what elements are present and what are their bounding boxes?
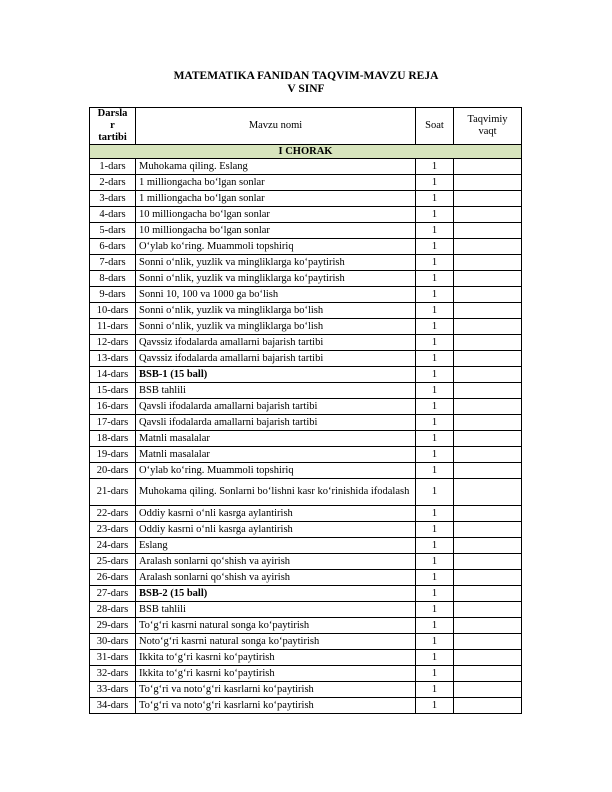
table-row xyxy=(90,447,522,463)
header-topic: Mavzu nomi xyxy=(136,108,416,145)
lesson-number: 4-dars xyxy=(90,207,136,223)
lesson-date xyxy=(454,319,522,335)
lesson-topic: Oddiy kasrni o‘nli kasrga aylantirish xyxy=(136,506,416,522)
lesson-hours: 1 xyxy=(416,191,454,207)
lesson-hours: 1 xyxy=(416,367,454,383)
table-row xyxy=(90,271,522,287)
lesson-topic: Eslang xyxy=(136,538,416,554)
lesson-hours: 1 xyxy=(416,634,454,650)
lesson-hours: 1 xyxy=(416,586,454,602)
lesson-number: 24-dars xyxy=(90,538,136,554)
table-row xyxy=(90,666,522,682)
table-row xyxy=(90,383,522,399)
lesson-date xyxy=(454,698,522,714)
lesson-topic: 10 milliongacha bo‘lgan sonlar xyxy=(136,207,416,223)
lesson-hours: 1 xyxy=(416,287,454,303)
lesson-hours: 1 xyxy=(416,506,454,522)
lesson-topic: To‘g‘ri va noto‘g‘ri kasrlarni ko‘paytirish xyxy=(136,698,416,714)
lesson-date xyxy=(454,207,522,223)
lesson-date xyxy=(454,383,522,399)
table-row xyxy=(90,303,522,319)
lesson-topic: Ikkita to‘g‘ri kasrni ko‘paytirish xyxy=(136,650,416,666)
lesson-date xyxy=(454,682,522,698)
table-row xyxy=(90,479,522,506)
lesson-topic: Muhokama qiling. Eslang xyxy=(136,159,416,175)
table-row xyxy=(90,431,522,447)
table-row xyxy=(90,207,522,223)
lesson-number: 15-dars xyxy=(90,383,136,399)
lesson-hours: 1 xyxy=(416,383,454,399)
lesson-hours: 1 xyxy=(416,463,454,479)
lesson-hours: 1 xyxy=(416,351,454,367)
lesson-number: 5-dars xyxy=(90,223,136,239)
lesson-topic: Ikkita to‘g‘ri kasrni ko‘paytirish xyxy=(136,666,416,682)
lesson-date xyxy=(454,303,522,319)
lesson-date xyxy=(454,618,522,634)
lesson-date xyxy=(454,602,522,618)
lesson-topic: Sonni o‘nlik, yuzlik va mingliklarga ko‘paytirish xyxy=(136,255,416,271)
lesson-hours: 1 xyxy=(416,554,454,570)
table-row xyxy=(90,463,522,479)
lesson-hours: 1 xyxy=(416,650,454,666)
lesson-topic: Aralash sonlarni qo‘shish va ayirish xyxy=(136,570,416,586)
title-line-2: V SINF xyxy=(287,83,325,95)
lesson-number: 28-dars xyxy=(90,602,136,618)
table-row xyxy=(90,351,522,367)
lesson-date xyxy=(454,506,522,522)
lesson-topic: BSB-1 (15 ball) xyxy=(136,367,416,383)
lesson-date xyxy=(454,223,522,239)
lesson-hours: 1 xyxy=(416,479,454,506)
table-row xyxy=(90,335,522,351)
lesson-topic: Muhokama qiling. Sonlarni bo‘lishni kasr ko‘rinishida ifodalash xyxy=(136,479,416,506)
lesson-date xyxy=(454,271,522,287)
lesson-number: 12-dars xyxy=(90,335,136,351)
lesson-topic: Qavsli ifodalarda amallarni bajarish tartibi xyxy=(136,399,416,415)
lesson-number: 13-dars xyxy=(90,351,136,367)
lesson-topic: Qavssiz ifodalarda amallarni bajarish tartibi xyxy=(136,351,416,367)
lesson-date xyxy=(454,191,522,207)
table-row xyxy=(90,255,522,271)
lesson-hours: 1 xyxy=(416,666,454,682)
section-row xyxy=(90,145,522,159)
table-row xyxy=(90,159,522,175)
lesson-date xyxy=(454,554,522,570)
lesson-date xyxy=(454,463,522,479)
lesson-number: 19-dars xyxy=(90,447,136,463)
lesson-topic: Qavsli ifodalarda amallarni bajarish tartibi xyxy=(136,415,416,431)
lesson-topic: BSB-2 (15 ball) xyxy=(136,586,416,602)
lesson-number: 14-dars xyxy=(90,367,136,383)
lesson-number: 20-dars xyxy=(90,463,136,479)
lesson-number: 25-dars xyxy=(90,554,136,570)
lesson-number: 30-dars xyxy=(90,634,136,650)
lesson-hours: 1 xyxy=(416,303,454,319)
lesson-date xyxy=(454,447,522,463)
lesson-date xyxy=(454,415,522,431)
lesson-hours: 1 xyxy=(416,255,454,271)
lesson-topic: Aralash sonlarni qo‘shish va ayirish xyxy=(136,554,416,570)
table-row xyxy=(90,287,522,303)
lesson-plan-table xyxy=(89,107,522,714)
lesson-hours: 1 xyxy=(416,522,454,538)
table-row xyxy=(90,319,522,335)
table-row xyxy=(90,506,522,522)
lesson-hours: 1 xyxy=(416,415,454,431)
lesson-topic: Sonni 10, 100 va 1000 ga bo‘lish xyxy=(136,287,416,303)
lesson-topic: 10 milliongacha bo‘lgan sonlar xyxy=(136,223,416,239)
lesson-number: 34-dars xyxy=(90,698,136,714)
table-row xyxy=(90,682,522,698)
lesson-date xyxy=(454,367,522,383)
lesson-hours: 1 xyxy=(416,538,454,554)
lesson-hours: 1 xyxy=(416,447,454,463)
table-row xyxy=(90,239,522,255)
lesson-hours: 1 xyxy=(416,271,454,287)
lesson-number: 1-dars xyxy=(90,159,136,175)
lesson-topic: Sonni o‘nlik, yuzlik va mingliklarga ko‘paytirish xyxy=(136,271,416,287)
lesson-date xyxy=(454,479,522,506)
lesson-date xyxy=(454,239,522,255)
lesson-number: 6-dars xyxy=(90,239,136,255)
lesson-topic: 1 milliongacha bo‘lgan sonlar xyxy=(136,175,416,191)
lesson-topic: Sonni o‘nlik, yuzlik va mingliklarga bo‘lish xyxy=(136,319,416,335)
lesson-hours: 1 xyxy=(416,319,454,335)
table-header-row xyxy=(90,108,522,145)
lesson-number: 31-dars xyxy=(90,650,136,666)
lesson-hours: 1 xyxy=(416,570,454,586)
lesson-number: 18-dars xyxy=(90,431,136,447)
lesson-date xyxy=(454,335,522,351)
table-row xyxy=(90,522,522,538)
lesson-number: 21-dars xyxy=(90,479,136,506)
table-row xyxy=(90,399,522,415)
lesson-number: 9-dars xyxy=(90,287,136,303)
table-row xyxy=(90,618,522,634)
table-row xyxy=(90,538,522,554)
lesson-hours: 1 xyxy=(416,431,454,447)
lesson-date xyxy=(454,399,522,415)
lesson-hours: 1 xyxy=(416,682,454,698)
lesson-number: 16-dars xyxy=(90,399,136,415)
lesson-date xyxy=(454,175,522,191)
lesson-number: 2-dars xyxy=(90,175,136,191)
table-row xyxy=(90,554,522,570)
table-row xyxy=(90,634,522,650)
lesson-number: 29-dars xyxy=(90,618,136,634)
table-row xyxy=(90,367,522,383)
lesson-number: 11-dars xyxy=(90,319,136,335)
table-row xyxy=(90,223,522,239)
lesson-date xyxy=(454,634,522,650)
header-number: Darsla r tartibi xyxy=(90,108,136,145)
table-row xyxy=(90,698,522,714)
lesson-topic: Sonni o‘nlik, yuzlik va mingliklarga bo‘lish xyxy=(136,303,416,319)
lesson-date xyxy=(454,159,522,175)
lesson-date xyxy=(454,431,522,447)
title-line-1: MATEMATIKA FANIDAN TAQVIM-MAVZU REJA xyxy=(173,70,439,82)
lesson-number: 7-dars xyxy=(90,255,136,271)
lesson-topic: To‘g‘ri kasrni natural songa ko‘paytirish xyxy=(136,618,416,634)
section-label: I CHORAK xyxy=(90,145,522,159)
lesson-number: 10-dars xyxy=(90,303,136,319)
lesson-hours: 1 xyxy=(416,335,454,351)
lesson-number: 23-dars xyxy=(90,522,136,538)
lesson-hours: 1 xyxy=(416,399,454,415)
lesson-topic: Matnli masalalar xyxy=(136,447,416,463)
lesson-number: 26-dars xyxy=(90,570,136,586)
lesson-date xyxy=(454,351,522,367)
lesson-topic: Qavssiz ifodalarda amallarni bajarish tartibi xyxy=(136,335,416,351)
lesson-date xyxy=(454,287,522,303)
table-row xyxy=(90,175,522,191)
header-hours: Soat xyxy=(416,108,454,145)
lesson-date xyxy=(454,666,522,682)
lesson-hours: 1 xyxy=(416,207,454,223)
lesson-topic: Matnli masalalar xyxy=(136,431,416,447)
lesson-topic: Noto‘g‘ri kasrni natural songa ko‘paytirish xyxy=(136,634,416,650)
lesson-number: 22-dars xyxy=(90,506,136,522)
header-date: Taqvimiy vaqt xyxy=(454,108,522,145)
lesson-hours: 1 xyxy=(416,223,454,239)
lesson-hours: 1 xyxy=(416,239,454,255)
table-row xyxy=(90,191,522,207)
lesson-topic: BSB tahlili xyxy=(136,383,416,399)
table-row xyxy=(90,415,522,431)
table-row xyxy=(90,650,522,666)
lesson-number: 8-dars xyxy=(90,271,136,287)
lesson-topic: To‘g‘ri va noto‘g‘ri kasrlarni ko‘paytirish xyxy=(136,682,416,698)
lesson-date xyxy=(454,650,522,666)
lesson-topic: Oddiy kasrni o‘nli kasrga aylantirish xyxy=(136,522,416,538)
lesson-hours: 1 xyxy=(416,159,454,175)
lesson-date xyxy=(454,522,522,538)
lesson-date xyxy=(454,538,522,554)
lesson-hours: 1 xyxy=(416,175,454,191)
lesson-date xyxy=(454,570,522,586)
lesson-number: 32-dars xyxy=(90,666,136,682)
lesson-number: 33-dars xyxy=(90,682,136,698)
lesson-topic: O‘ylab ko‘ring. Muammoli topshiriq xyxy=(136,239,416,255)
lesson-number: 3-dars xyxy=(90,191,136,207)
lesson-hours: 1 xyxy=(416,602,454,618)
table-row xyxy=(90,570,522,586)
document-title xyxy=(0,70,612,96)
lesson-number: 17-dars xyxy=(90,415,136,431)
lesson-hours: 1 xyxy=(416,618,454,634)
table-row xyxy=(90,586,522,602)
lesson-topic: O‘ylab ko‘ring. Muammoli topshiriq xyxy=(136,463,416,479)
table-row xyxy=(90,602,522,618)
lesson-topic: 1 milliongacha bo‘lgan sonlar xyxy=(136,191,416,207)
lesson-date xyxy=(454,586,522,602)
lesson-date xyxy=(454,255,522,271)
lesson-topic: BSB tahlili xyxy=(136,602,416,618)
lesson-hours: 1 xyxy=(416,698,454,714)
lesson-number: 27-dars xyxy=(90,586,136,602)
